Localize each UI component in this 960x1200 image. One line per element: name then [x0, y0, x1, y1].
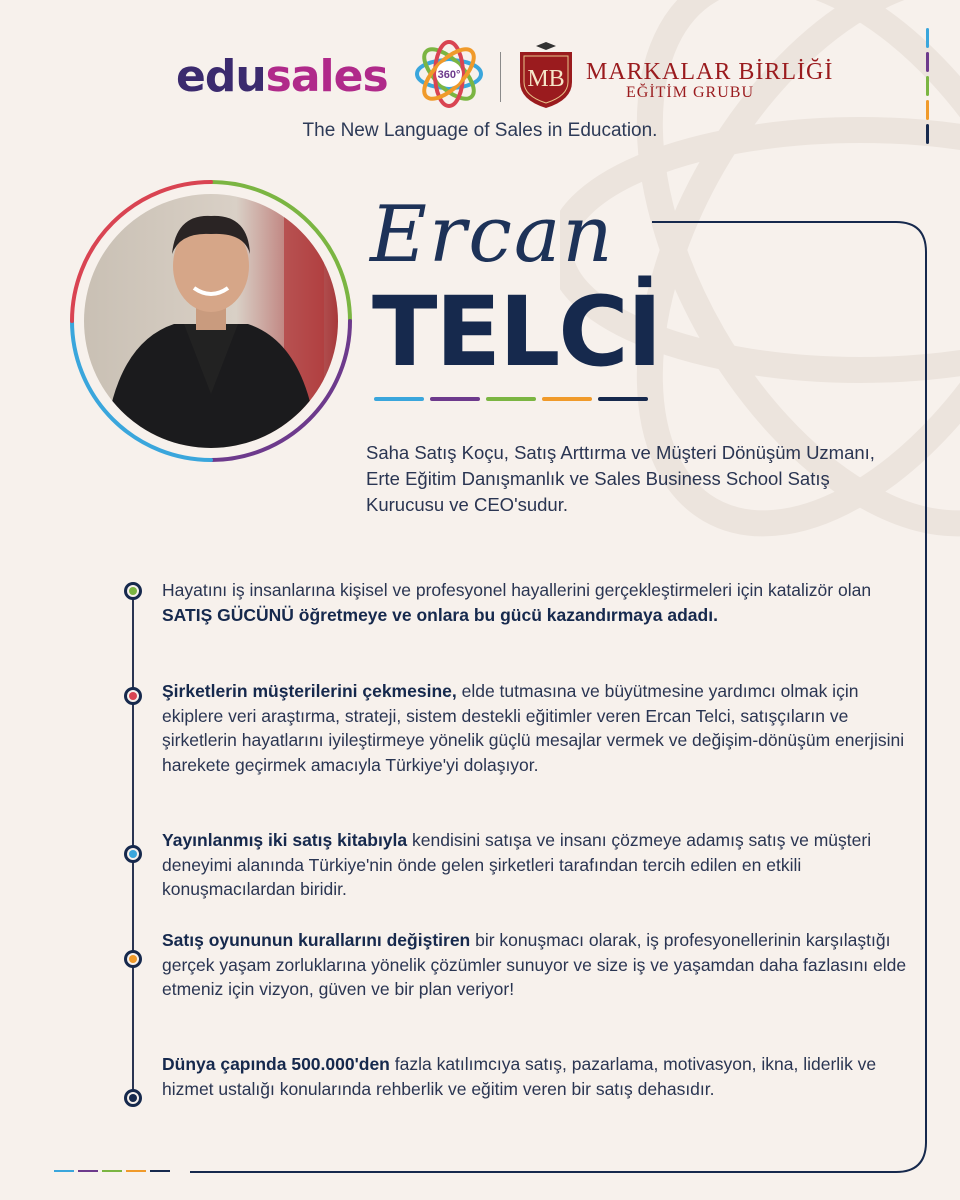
name-dash-green: [486, 397, 536, 401]
timeline-dot-navy: [124, 1089, 142, 1107]
timeline-line: [132, 590, 134, 1098]
timeline-item: Dünya çapında 500.000'den fazla katılımcıya satış, pazarlama, motivasyon, ikna, liderlik ve hizmet ustalığı konularında rehberlik ve eğitim veren bir satış dehasıdır.: [162, 1054, 877, 1099]
accent-bar-orange: [926, 100, 929, 120]
logo-divider: [500, 52, 501, 102]
partner-title: MARKALAR BİRLİĞİ: [586, 59, 834, 85]
timeline-item: Şirketlerin müşterilerini çekmesine, elde tutmasına ve büyütmesine yardımcı olmak için ekiplere veri araştırma, strateji, sistem destekli eğitimler veren Ercan Telci, satışçıların ve şirketlerin hayatlarını iyileştirmeye yönelik güçlü mesajlar vermek ve değişim-dönüşüm enerjisini harekete geçirmek amacıyla Türkiye'yi dolaşıyor.: [162, 681, 905, 775]
svg-text:MB: MB: [527, 66, 565, 92]
first-name: Ercan: [370, 190, 615, 280]
timeline-item: Satış oyununun kurallarını değiştiren bir konuşmacı olarak, iş profesyonellerinin karşılaştığı gerçek yaşam zorluklarına yönelik çözümler sunuyor ve size iş ve yaşamdan daha fazlasını elde etmeniz için vizyon, güven ve bir plan veriyor!: [162, 930, 907, 999]
bottom-dash-orange: [126, 1170, 146, 1172]
name-dash-navy: [598, 397, 648, 401]
portrait-photo: [84, 194, 338, 448]
bottom-dash-blue: [54, 1170, 74, 1172]
accent-bar-green: [926, 76, 929, 96]
tagline: The New Language of Sales in Education.: [302, 120, 658, 141]
name-dash-orange: [542, 397, 592, 401]
timeline-item: Yayınlanmış iki satış kitabıyla kendisini satışa ve insanı çözmeye adamış satış ve müşteri deneyimi alanında Türkiye'nin önde gelen şirketleri tarafından tercih edilen en etkili konuşmacılardan biridir.: [162, 830, 872, 899]
intro-text: Saha Satış Koçu, Satış Arttırma ve Müşteri Dönüşüm Uzmanı, Erte Eğitim Danışmanlık ve Sales Business School Satış Kurucusu ve CEO'sudur.: [366, 442, 875, 515]
bottom-dash-navy: [150, 1170, 170, 1172]
timeline-dot-green: [124, 582, 142, 600]
bottom-dash-green: [102, 1170, 122, 1172]
edusales-logo: edusales: [176, 51, 388, 102]
markalar-birligi-crest: [514, 42, 578, 112]
accent-bar-purple: [926, 52, 929, 72]
logo-360-badge: [413, 38, 485, 110]
timeline-dot-orange: [124, 950, 142, 968]
timeline-dot-red: [124, 687, 142, 705]
bottom-dash-purple: [78, 1170, 98, 1172]
name-dash-blue: [374, 397, 424, 401]
accent-bar-blue: [926, 28, 929, 48]
name-dash-purple: [430, 397, 480, 401]
last-name: TELCİ: [372, 276, 661, 388]
partner-subtitle: EĞİTİM GRUBU: [626, 84, 754, 101]
svg-text:360°: 360°: [437, 69, 461, 81]
timeline-item: Hayatını iş insanlarına kişisel ve profesyonel hayallerini gerçekleştirmeleri için katalizör olan SATIŞ GÜCÜNÜ öğretmeye ve onlara bu gücü kazandırmaya adadı.: [162, 580, 872, 625]
timeline-dot-blue: [124, 845, 142, 863]
